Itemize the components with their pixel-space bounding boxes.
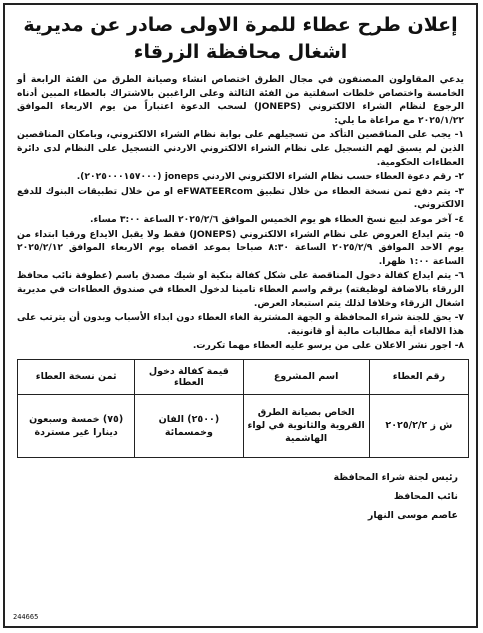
title-line-1: إعلان طرح عطاء للمرة الاولى صادر عن مديرية <box>23 14 458 36</box>
condition-item-3: ٣- يتم دفع ثمن نسخة العطاء من خلال تطبيق eFWATEERcom او من خلال تطبيقات البنوك للدفع الالكتروني. <box>17 185 464 211</box>
cell-tender-number: ش ز ٢٠٢٥/٢/٢ <box>369 394 468 457</box>
signature-line-2: نائب المحافظ <box>393 490 458 502</box>
header-tender-number: رقم العطاء <box>369 359 468 394</box>
condition-item-1: ١- يجب على المناقصين التأكد من تسجيلهم على بوابة نظام الشراء الالكتروني، وبامكان المناقصين الذين لم يسبق لهم التسجيل على نظام الشراء الالكتروني الاردني التسجيل على النظام لدى دائرة العطاءات الحكومية. <box>17 129 464 168</box>
condition-item-8: ٨- اجور نشر الاعلان على من يرسو عليه العطاء مهما تكررت. <box>192 340 464 352</box>
announcement-body <box>17 73 464 353</box>
header-project-name: اسم المشروع <box>243 359 369 394</box>
condition-item-6: ٦- يتم ايداع كفالة دخول المناقصة على شكل كفالة بنكية او شيك مصدق باسم (عطوفة نائب محافظ الزرقاء بالاضافة لوظيفته) برقم واسم العطاء تامينا لدخول العطاء في صندوق العطاءات في مديرية اشغال الزرقاء وخلافا لذلك يتم استبعاد العرض. <box>17 270 464 309</box>
cell-bid-bond-value: (٢٥٠٠) الفان وخمسمائة <box>135 394 243 457</box>
header-bid-bond-value: قيمة كفالة دخول العطاء <box>135 359 243 394</box>
cell-project-name: الخاص بصيانة الطرق القروية والثانوية في لواء الهاشمية <box>243 394 369 457</box>
announcement-title <box>15 11 466 65</box>
signature-line-1: رئيس لجنة شراء المحافظة <box>333 471 458 483</box>
condition-item-5: ٥- يتم ايداع العروض على نظام الشراء الالكتروني (JONEPS) فقط ولا يقبل الايداع ورقيا ابتداء من يوم الاحد الموافق ٢٠٢٥/٢/٩ الساعة ٨:٣٠ صباحا بموعد اقصاه يوم الاربعاء الموافق ٢٠٢٥/٢/١٢ الساعة ١:٠٠ ظهرا. <box>17 228 465 267</box>
announcement-frame <box>3 3 478 628</box>
condition-item-4: ٤- آخر موعد لبيع نسخ العطاء هو يوم الخميس الموافق ٢٠٢٥/٢/٦ الساعة ٣:٠٠ مساء. <box>89 213 464 225</box>
condition-item-7: ٧- يحق للجنة شراء المحافظة و الجهة المشترية الغاء العطاء دون ابداء الأسباب وبدون أن يترتب على هذا الالغاء أية مطالبات مالية أو قانونية. <box>17 312 464 337</box>
signature-line-3: عاصم موسى النهار <box>367 509 458 521</box>
condition-item-2: ٢- رقم دعوة العطاء حسب نظام الشراء الالكتروني الاردني joneps (٢٠٢٥٠٠٠١٥٧٠٠٠). <box>76 171 464 183</box>
intro-paragraph: يدعي المقاولون المصنفون في مجال الطرق اختصاص انشاء وصيانة الطرق من الفئة الرابعة أو الخامسة واختصاص خلطات اسفلتية من الفئة الثالثة وعلى الراغبين بالاشتراك بالعطاء المبين أدناه الرجوع لنظام الشراء الالكتروني (JONEPS) لسحب الدعوة اعتباراً من يوم الاربعاء الموافق ٢٠٢٥/١/٢٢ مع مراعاة ما يلي: <box>17 74 465 126</box>
table-header-row <box>18 359 469 394</box>
title-line-2: اشغال محافظة الزرقاء <box>133 41 348 63</box>
header-copy-price: ثمن نسخة العطاء <box>18 359 135 394</box>
reference-number: 244665 <box>13 613 39 621</box>
signature-block <box>5 468 458 525</box>
cell-copy-price: (٧٥) خمسة وسبعون دينارا غير مستردة <box>18 394 135 457</box>
table-row <box>18 394 469 457</box>
tender-table <box>17 359 469 458</box>
